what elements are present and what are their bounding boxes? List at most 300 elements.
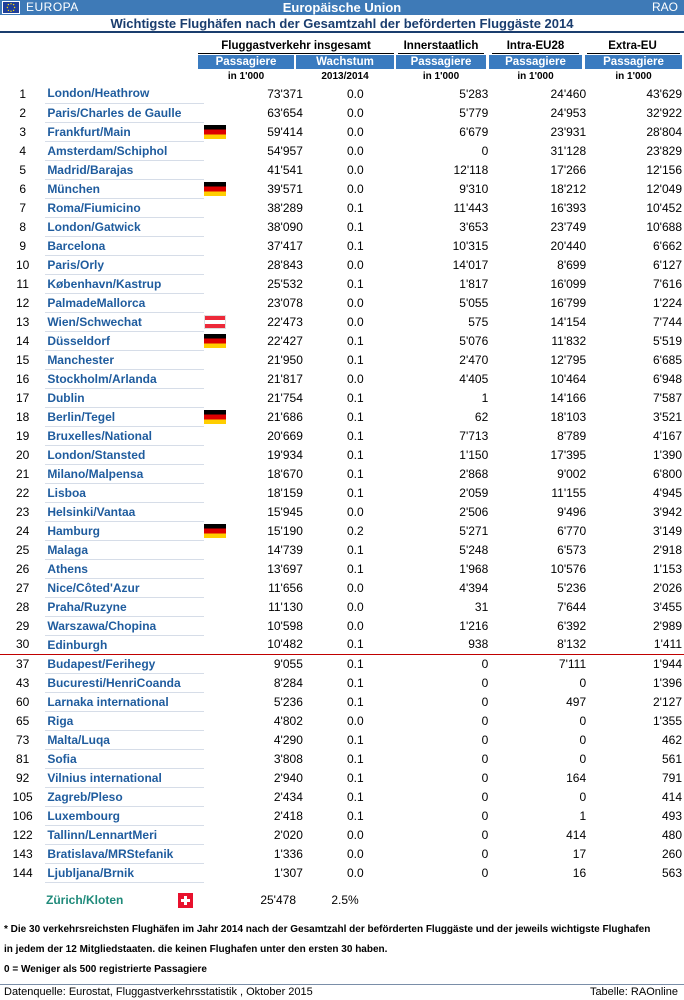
rank-cell: 26 — [15, 561, 30, 576]
total-passengers-cell: 2'434 — [273, 789, 303, 804]
flag-cell — [204, 692, 235, 711]
table-row — [0, 806, 684, 825]
intra-eu-cell: 1 — [579, 808, 587, 823]
growth-cell: 0.0 — [347, 580, 364, 595]
table-row — [0, 464, 684, 483]
airport-name-cell: Amsterdam/Schiphol — [45, 141, 204, 160]
airport-name-cell: Tallinn/LennartMeri — [45, 825, 204, 844]
table-row — [0, 160, 684, 179]
growth-cell: 0.0 — [347, 124, 364, 139]
growth-cell: 0.1 — [347, 694, 364, 709]
domestic-cell: 6'679 — [459, 124, 489, 139]
airport-name-cell: London/Heathrow — [45, 84, 204, 103]
domestic-cell: 5'779 — [459, 105, 489, 120]
rank-cell: 22 — [15, 485, 30, 500]
footer-table-credit: Tabelle: RAOnline — [589, 986, 678, 998]
rank-cell: 21 — [15, 466, 30, 481]
growth-cell: 0.1 — [347, 485, 364, 500]
flag-cell — [204, 312, 235, 331]
airport-name-cell: Paris/Orly — [45, 255, 204, 274]
total-passengers-cell: 39'571 — [267, 181, 303, 196]
airport-name-cell: Sofia — [45, 749, 204, 768]
airport-name-cell: Budapest/Ferihegy — [45, 654, 204, 673]
total-passengers-cell: 19'934 — [267, 447, 303, 462]
rank-cell: 30 — [0, 635, 45, 654]
airport-name-cell: Bruxelles/National — [45, 426, 204, 445]
airport-name-cell: München — [45, 179, 204, 198]
table-row — [0, 673, 684, 692]
airport-name-cell: London/Stansted — [45, 445, 204, 464]
extra-eu-cell: 3'942 — [653, 504, 682, 519]
table-row — [0, 578, 684, 597]
table-row — [0, 445, 684, 464]
airport-name-cell: Warszawa/Chopina — [45, 616, 204, 635]
rank-cell: 5 — [19, 162, 26, 177]
growth-cell: 0.0 — [347, 599, 364, 614]
intra-eu-cell: 23'749 — [550, 219, 587, 234]
growth-cell: 0.0 — [347, 181, 364, 196]
extra-eu-cell: 563 — [661, 865, 682, 880]
banner-right-label: RAO — [651, 0, 678, 14]
header-underline — [587, 53, 680, 54]
table-row — [0, 749, 684, 768]
table-row — [0, 407, 684, 426]
intra-eu-cell: 16 — [572, 865, 587, 880]
table-row — [0, 179, 684, 198]
zurich-growth: 2.5% — [331, 893, 359, 907]
rank-cell: 17 — [15, 390, 30, 405]
domestic-cell: 31 — [474, 599, 489, 614]
extra-eu-cell: 2'127 — [653, 694, 682, 709]
table-row — [0, 502, 684, 521]
growth-cell: 0.1 — [347, 447, 364, 462]
footnote-line-1: * Die 30 verkehrsreichsten Flughäfen im Jahr 2014 nach der Gesamtzahl der beförderten Fluggäste und der jeweils wichtigste Flughafen — [4, 924, 651, 935]
flag-cell — [204, 844, 235, 863]
germany-flag-icon — [204, 334, 226, 348]
intra-eu-cell: 31'128 — [550, 143, 587, 158]
extra-eu-cell: 7'744 — [653, 314, 682, 329]
total-passengers-cell: 22'473 — [267, 314, 303, 329]
footnote-line-3: 0 = Weniger als 500 registrierte Passagiere — [4, 964, 207, 975]
table-row — [0, 217, 684, 236]
growth-cell: 0.1 — [347, 200, 364, 215]
total-passengers-cell: 59'414 — [267, 124, 303, 139]
flag-cell — [204, 540, 235, 559]
total-passengers-cell: 38'289 — [267, 200, 303, 215]
total-passengers-cell: 1'336 — [273, 846, 303, 861]
extra-eu-cell: 2'918 — [653, 542, 682, 557]
growth-cell: 0.0 — [347, 105, 364, 120]
domestic-cell: 2'059 — [459, 485, 489, 500]
flag-cell — [204, 84, 235, 103]
flag-cell — [204, 103, 235, 122]
table-row — [0, 255, 684, 274]
flag-cell — [204, 141, 235, 160]
airport-name-cell: Zagreb/Pleso — [45, 787, 204, 806]
header-unit-total: in 1'000 — [227, 71, 265, 82]
table-row — [0, 388, 684, 407]
extra-eu-cell: 2'989 — [653, 618, 682, 633]
airport-name-cell: Ljubljana/Brnik — [45, 863, 204, 882]
total-passengers-cell: 10'482 — [235, 635, 305, 654]
growth-cell: 0.0 — [347, 846, 364, 861]
total-passengers-cell: 5'236 — [273, 694, 303, 709]
extra-eu-cell: 414 — [661, 789, 682, 804]
table-row — [0, 825, 684, 844]
top-banner — [0, 0, 684, 15]
extra-eu-cell: 6'685 — [653, 352, 682, 367]
intra-eu-cell: 0 — [579, 789, 587, 804]
domestic-cell: 575 — [468, 314, 489, 329]
extra-eu-cell: 561 — [661, 751, 682, 766]
rank-cell: 2 — [19, 105, 26, 120]
footnote-line-2: in jedem der 12 Mitgliedstaaten. die keinen Flughafen unter den ersten 30 haben. — [4, 944, 388, 955]
total-passengers-cell: 21'817 — [267, 371, 303, 386]
airport-name-cell: Riga — [45, 711, 204, 730]
extra-eu-cell: 4'945 — [653, 485, 682, 500]
flag-cell — [204, 635, 235, 654]
total-passengers-cell: 23'078 — [267, 295, 303, 310]
domestic-cell: 0 — [481, 865, 489, 880]
intra-eu-cell: 10'464 — [550, 371, 587, 386]
total-passengers-cell: 1'307 — [273, 865, 303, 880]
rank-cell: 10 — [15, 257, 30, 272]
flag-cell — [204, 122, 235, 141]
total-passengers-cell: 22'427 — [267, 333, 303, 348]
intra-eu-cell: 7'644 — [557, 599, 587, 614]
table-row — [0, 521, 684, 540]
intra-eu-cell: 24'460 — [550, 86, 587, 101]
intra-eu-cell: 20'440 — [550, 238, 587, 253]
table-row — [0, 369, 684, 388]
domestic-cell: 2'868 — [459, 466, 489, 481]
growth-cell: 0.1 — [347, 409, 364, 424]
total-passengers-cell: 28'843 — [267, 257, 303, 272]
rank-cell: 20 — [15, 447, 30, 462]
flag-cell — [204, 806, 235, 825]
page-title: Wichtigste Flughäfen nach der Gesamtzahl der beförderten Fluggäste 2014 — [0, 15, 684, 33]
flag-cell — [204, 350, 235, 369]
domestic-cell: 0 — [481, 656, 489, 671]
rank-cell: 12 — [15, 295, 30, 310]
airport-name-cell: Milano/Malpensa — [45, 464, 204, 483]
flag-cell — [204, 483, 235, 502]
flag-cell — [204, 464, 235, 483]
extra-eu-cell: 7'616 — [653, 276, 682, 291]
rank-cell: 24 — [15, 523, 30, 538]
airport-name-cell: Larnaka international — [45, 692, 204, 711]
airport-name-cell: Manchester — [45, 350, 204, 369]
domestic-cell: 0 — [481, 143, 489, 158]
growth-cell: 0.1 — [347, 542, 364, 557]
header-passagiere-total: Passagiere — [198, 55, 294, 69]
header-total-group: Fluggastverkehr insgesamt — [221, 40, 371, 52]
table-row — [0, 540, 684, 559]
intra-eu-cell: 12'795 — [550, 352, 587, 367]
growth-cell: 0.1 — [347, 428, 364, 443]
flag-cell — [204, 825, 235, 844]
header-wachstum: Wachstum — [296, 55, 394, 69]
flag-cell — [204, 673, 235, 692]
extra-eu-cell: 1'153 — [653, 561, 682, 576]
flag-cell — [204, 502, 235, 521]
domestic-cell: 7'713 — [459, 428, 489, 443]
domestic-cell: 4'405 — [459, 371, 489, 386]
rank-cell: 13 — [15, 314, 30, 329]
growth-cell: 0.0 — [347, 86, 364, 101]
airport-name-cell: Paris/Charles de Gaulle — [45, 103, 204, 122]
germany-flag-icon — [204, 182, 226, 196]
intra-eu-cell: 23'931 — [550, 124, 587, 139]
domestic-cell: 938 — [406, 635, 490, 654]
total-passengers-cell: 11'130 — [268, 599, 303, 614]
intra-eu-cell: 6'573 — [557, 542, 587, 557]
growth-cell: 0.2 — [347, 523, 364, 538]
intra-eu-cell: 14'166 — [550, 390, 587, 405]
header-growth-period: 2013/2014 — [321, 71, 369, 82]
intra-eu-cell: 5'236 — [557, 580, 587, 595]
domestic-cell: 0 — [481, 808, 489, 823]
table-row — [0, 293, 684, 312]
domestic-cell: 10'315 — [452, 238, 489, 253]
table-row — [0, 616, 684, 635]
intra-eu-cell: 17'266 — [550, 162, 587, 177]
extra-eu-cell: 7'587 — [653, 390, 682, 405]
growth-cell: 0.1 — [347, 333, 364, 348]
intra-eu-cell: 7'111 — [558, 656, 587, 671]
intra-eu-cell: 8'132 — [490, 635, 588, 654]
header-inner: Innerstaatlich — [403, 40, 479, 52]
rank-cell: 81 — [15, 751, 30, 766]
table-row — [0, 426, 684, 445]
rank-cell: 9 — [19, 238, 26, 253]
total-passengers-cell: 11'656 — [268, 580, 303, 595]
airport-name-cell: Frankfurt/Main — [45, 122, 204, 141]
extra-eu-cell: 43'629 — [646, 86, 682, 101]
extra-eu-cell: 3'521 — [653, 409, 682, 424]
airport-name-cell: Malaga — [45, 540, 204, 559]
airport-name-cell: London/Gatwick — [45, 217, 204, 236]
growth-cell: 0.1 — [347, 751, 364, 766]
rank-cell: 6 — [19, 181, 26, 196]
flag-cell — [204, 768, 235, 787]
airport-name-cell: Nice/Côted'Azur — [45, 578, 204, 597]
rank-cell: 29 — [15, 618, 30, 633]
domestic-cell: 1'216 — [459, 618, 489, 633]
total-passengers-cell: 2'418 — [273, 808, 303, 823]
domestic-cell: 5'248 — [459, 542, 489, 557]
domestic-cell: 1 — [481, 390, 489, 405]
rank-cell: 143 — [12, 846, 33, 861]
total-passengers-cell: 21'950 — [267, 352, 303, 367]
table-row — [0, 787, 684, 806]
intra-eu-cell: 9'496 — [557, 504, 587, 519]
header-passagiere-intra: Passagiere — [489, 55, 582, 69]
rank-cell: 3 — [19, 124, 26, 139]
total-passengers-cell: 54'957 — [267, 143, 303, 158]
header-underline — [398, 53, 484, 54]
table-row — [0, 350, 684, 369]
domestic-cell: 2'470 — [459, 352, 489, 367]
domestic-cell: 0 — [481, 789, 489, 804]
extra-eu-cell: 4'167 — [653, 428, 682, 443]
extra-eu-cell: 28'804 — [646, 124, 682, 139]
rank-cell: 16 — [15, 371, 30, 386]
extra-eu-cell: 791 — [661, 770, 682, 785]
rank-cell: 23 — [15, 504, 30, 519]
total-passengers-cell: 41'541 — [267, 162, 303, 177]
table-row — [0, 483, 684, 502]
extra-eu-cell: 1'944 — [653, 656, 682, 671]
extra-eu-cell: 2'026 — [653, 580, 682, 595]
rank-cell: 1 — [19, 86, 26, 101]
total-passengers-cell: 25'532 — [267, 276, 303, 291]
intra-eu-cell: 0 — [579, 675, 587, 690]
growth-cell: 0.0 — [347, 618, 364, 633]
total-passengers-cell: 2'940 — [273, 770, 303, 785]
header-unit-intra: in 1'000 — [517, 71, 554, 82]
airport-name-cell: Athens — [45, 559, 204, 578]
extra-eu-cell: 3'455 — [653, 599, 682, 614]
header-unit-extra: in 1'000 — [615, 71, 652, 82]
domestic-cell: 3'653 — [459, 219, 489, 234]
domestic-cell: 0 — [481, 827, 489, 842]
rank-cell: 92 — [15, 770, 30, 785]
germany-flag-icon — [204, 125, 226, 139]
rank-cell: 60 — [15, 694, 30, 709]
table-row — [0, 331, 684, 350]
flag-cell — [204, 179, 235, 198]
flag-cell — [204, 559, 235, 578]
swiss-flag-icon — [178, 890, 193, 910]
growth-cell: 0.0 — [347, 257, 364, 272]
airport-name-cell: PalmadeMallorca — [45, 293, 204, 312]
airport-name-cell: Düsseldorf — [45, 331, 204, 350]
table-row — [0, 711, 684, 730]
total-passengers-cell: 4'290 — [273, 732, 303, 747]
intra-eu-cell: 414 — [566, 827, 587, 842]
growth-cell: 0.1 — [347, 276, 364, 291]
flag-cell — [204, 388, 235, 407]
table-row — [0, 236, 684, 255]
total-passengers-cell: 2'020 — [273, 827, 303, 842]
domestic-cell: 0 — [481, 713, 489, 728]
domestic-cell: 5'055 — [459, 295, 489, 310]
rank-cell: 65 — [15, 713, 30, 728]
extra-eu-cell: 3'149 — [653, 523, 682, 538]
total-passengers-cell: 8'284 — [273, 675, 303, 690]
airport-name-cell: Malta/Luqa — [45, 730, 204, 749]
flag-cell — [204, 274, 235, 293]
growth-cell: 0.1 — [305, 635, 406, 654]
intra-eu-cell: 497 — [566, 694, 587, 709]
flag-cell — [204, 236, 235, 255]
flag-cell — [204, 369, 235, 388]
growth-cell: 0.0 — [347, 827, 364, 842]
domestic-cell: 12'118 — [453, 162, 489, 177]
extra-eu-cell: 6'948 — [653, 371, 682, 386]
table-row — [0, 559, 684, 578]
flag-cell — [204, 863, 235, 882]
airport-name-cell: Bucuresti/HenriCoanda — [45, 673, 204, 692]
table-row — [0, 274, 684, 293]
growth-cell: 0.0 — [347, 314, 364, 329]
header-underline — [492, 53, 579, 54]
flag-cell — [204, 711, 235, 730]
growth-cell: 0.1 — [347, 390, 364, 405]
table-row — [0, 141, 684, 160]
flag-cell — [204, 616, 235, 635]
airport-name-cell: Edinburgh — [45, 635, 204, 654]
domestic-cell: 0 — [481, 675, 489, 690]
domestic-cell: 1'817 — [459, 276, 489, 291]
flag-cell — [204, 331, 235, 350]
growth-cell: 0.0 — [347, 713, 364, 728]
total-passengers-cell: 37'417 — [267, 238, 303, 253]
extra-eu-cell: 6'800 — [653, 466, 682, 481]
domestic-cell: 0 — [481, 694, 489, 709]
extra-eu-cell: 260 — [661, 846, 682, 861]
extra-eu-cell: 10'452 — [646, 200, 682, 215]
zurich-total: 25'478 — [260, 893, 296, 907]
extra-eu-cell: 6'127 — [653, 257, 682, 272]
airport-name-cell: Hamburg — [45, 521, 204, 540]
extra-eu-cell: 12'049 — [646, 181, 682, 196]
domestic-cell: 11'443 — [453, 200, 489, 215]
domestic-cell: 62 — [474, 409, 489, 424]
table-row — [0, 122, 684, 141]
airport-name-cell: Stockholm/Arlanda — [45, 369, 204, 388]
airport-name-cell: Praha/Ruzyne — [45, 597, 204, 616]
airport-table — [0, 84, 684, 883]
rank-cell: 43 — [15, 675, 30, 690]
flag-cell — [204, 198, 235, 217]
flag-cell — [204, 730, 235, 749]
header-underline — [198, 53, 394, 54]
rank-cell: 122 — [12, 827, 33, 842]
growth-cell: 0.1 — [347, 789, 364, 804]
rank-cell: 25 — [15, 542, 30, 557]
total-passengers-cell: 15'190 — [267, 523, 303, 538]
airport-name-cell: Bratislava/MRStefanik — [45, 844, 204, 863]
growth-cell: 0.1 — [347, 808, 364, 823]
intra-eu-cell: 11'832 — [551, 333, 587, 348]
airport-name-cell: Dublin — [45, 388, 204, 407]
table-row — [0, 863, 684, 882]
domestic-cell: 4'394 — [459, 580, 489, 595]
extra-eu-cell: 462 — [661, 732, 682, 747]
extra-eu-cell: 6'662 — [653, 238, 682, 253]
intra-eu-cell: 0 — [579, 713, 587, 728]
growth-cell: 0.1 — [347, 770, 364, 785]
domestic-cell: 5'283 — [459, 86, 489, 101]
intra-eu-cell: 18'212 — [550, 181, 587, 196]
growth-cell: 0.0 — [347, 371, 364, 386]
zurich-name: Zürich/Kloten — [46, 893, 124, 907]
flag-cell — [204, 654, 235, 673]
airport-name-cell: Madrid/Barajas — [45, 160, 204, 179]
airport-name-cell: Helsinki/Vantaa — [45, 502, 204, 521]
header-intra: Intra-EU28 — [506, 40, 565, 52]
airport-name-cell: Barcelona — [45, 236, 204, 255]
table-row — [0, 597, 684, 616]
flag-cell — [204, 407, 235, 426]
airport-name-cell: Luxembourg — [45, 806, 204, 825]
growth-cell: 0.1 — [347, 238, 364, 253]
growth-cell: 0.1 — [347, 561, 364, 576]
table-row — [0, 198, 684, 217]
table-row — [0, 768, 684, 787]
